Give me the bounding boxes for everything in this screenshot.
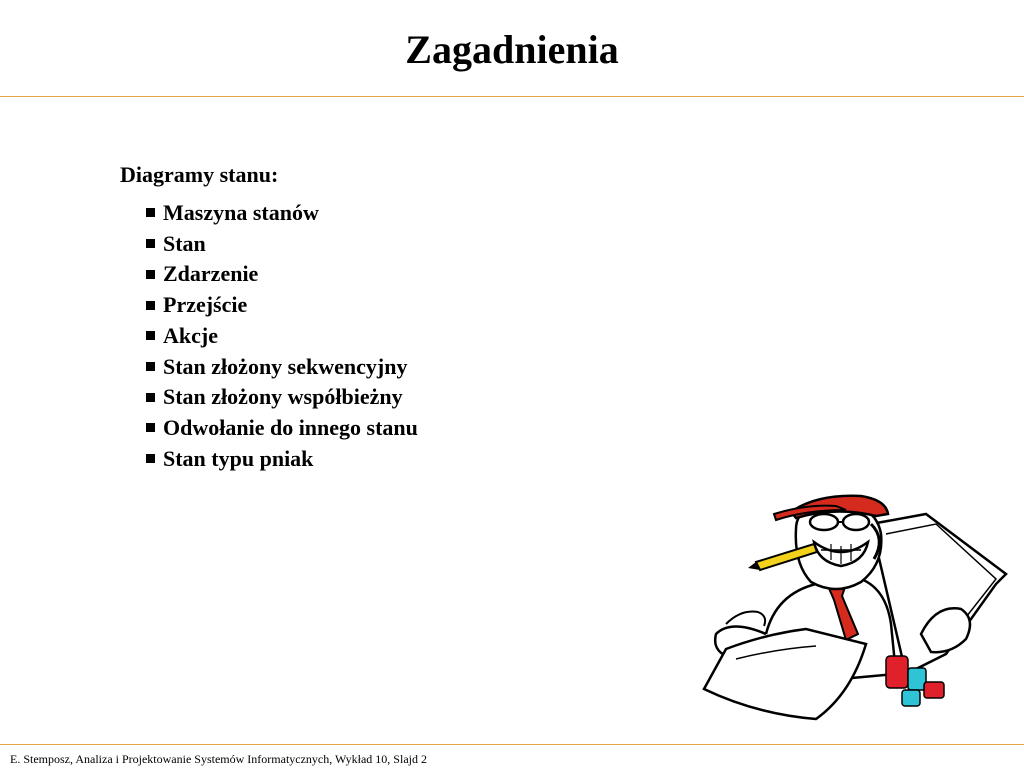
list-item xyxy=(146,229,418,260)
list-item xyxy=(146,290,418,321)
bullet-square-icon xyxy=(146,270,155,279)
bullet-square-icon xyxy=(146,239,155,248)
list-item xyxy=(146,444,418,475)
list-item-label: Stan złożony współbieżny xyxy=(163,384,403,410)
slide-title: Zagadnienia xyxy=(405,27,619,72)
businessman-clipart xyxy=(696,484,1016,724)
bullet-square-icon xyxy=(146,454,155,463)
list-item-label: Stan złożony sekwencyjny xyxy=(163,353,408,379)
bullet-square-icon xyxy=(146,423,155,432)
list-item xyxy=(146,321,418,352)
section-heading: Diagramy stanu: xyxy=(120,162,279,187)
list-item-label: Przejście xyxy=(163,292,248,318)
list-item-label: Odwołanie do innego stanu xyxy=(163,414,418,440)
bullet-square-icon xyxy=(146,301,155,310)
footer-text: E. Stemposz, Analiza i Projektowanie Systemów Informatycznych, Wykład 10, Slajd 2 xyxy=(10,752,427,766)
list-item-label: Akcje xyxy=(163,322,218,348)
list-item xyxy=(146,413,418,444)
bullet-square-icon xyxy=(146,393,155,402)
list-item-label: Stan xyxy=(163,230,206,256)
list-item-label: Stan typu pniak xyxy=(163,445,314,471)
list-item xyxy=(146,198,418,229)
list-item xyxy=(146,259,418,290)
list-item xyxy=(146,352,418,383)
footer-divider xyxy=(0,744,1024,745)
list-item xyxy=(146,382,418,413)
list-item-label: Zdarzenie xyxy=(163,261,259,287)
title-divider xyxy=(0,96,1024,97)
topic-list xyxy=(146,198,418,474)
bullet-square-icon xyxy=(146,331,155,340)
bullet-square-icon xyxy=(146,362,155,371)
bullet-square-icon xyxy=(146,208,155,217)
list-item-label: Maszyna stanów xyxy=(163,200,319,225)
